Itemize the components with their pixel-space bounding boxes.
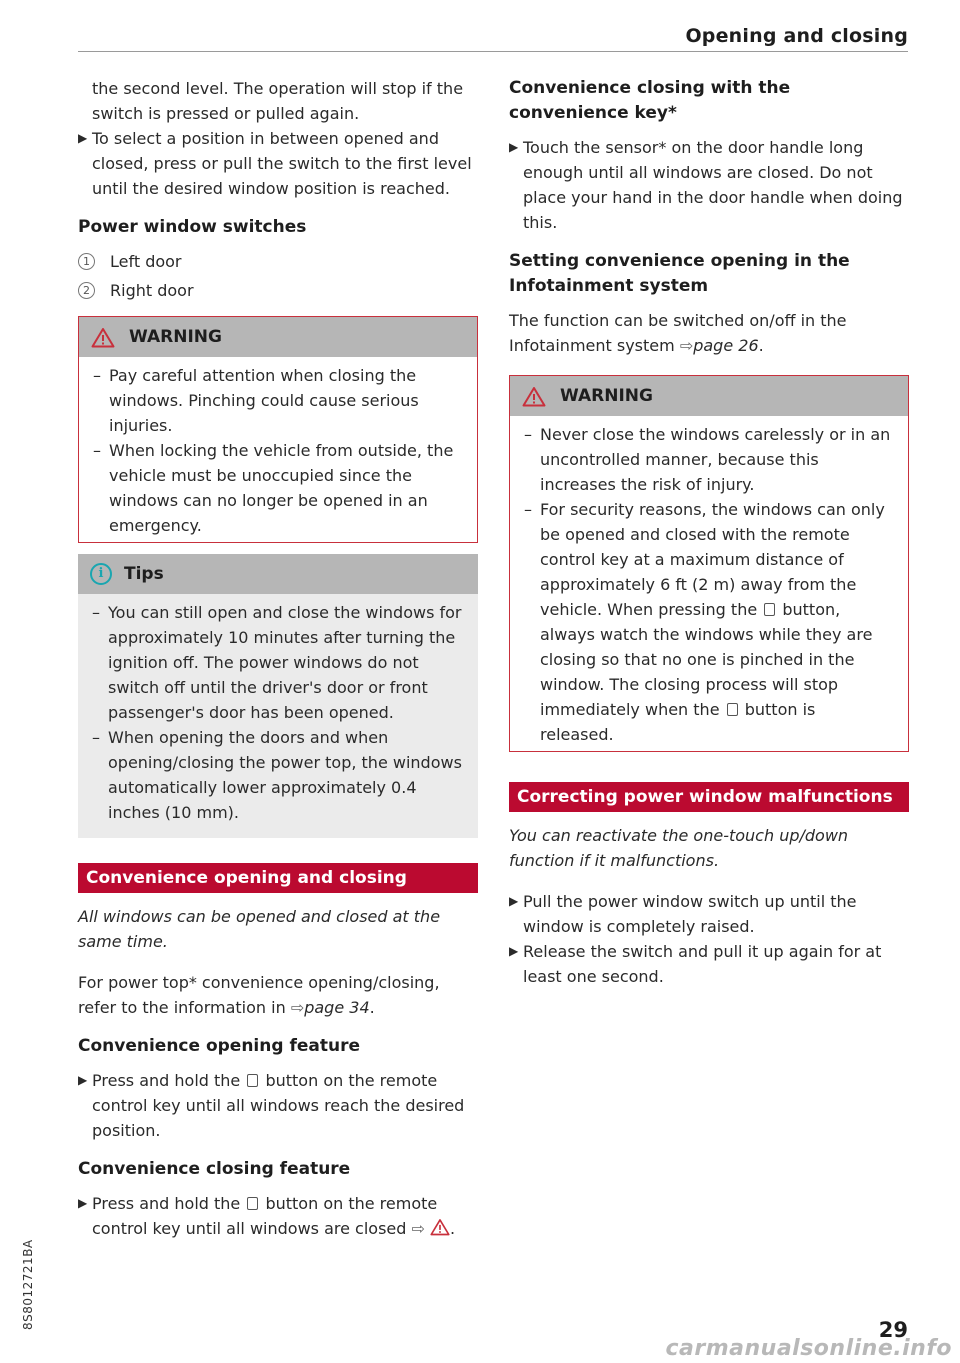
warning-title: WARNING — [129, 326, 222, 347]
page-number: 29 — [878, 1318, 908, 1342]
left-column — [78, 76, 478, 1241]
bullet-marker: ▶ — [509, 894, 519, 908]
opening-heading: Convenience opening feature — [78, 1036, 360, 1056]
arrow-right-icon: ⇨ — [290, 998, 305, 1017]
continued-text: the second level. The operation will stop if the switch is pressed or pulled again. — [92, 79, 464, 123]
list-item: ▶ Press and hold the button on the remote control key until all windows reach the desired position. — [78, 1068, 478, 1143]
key-button-icon — [727, 703, 738, 716]
list-item: – When opening the doors and when opening/closing the power top, the windows automatically lower approximately 0.4 inches (10 mm). — [92, 728, 462, 822]
tips-title: Tips — [124, 563, 164, 584]
bullet-marker: ▶ — [78, 1196, 88, 1210]
switch-item-left-door: 1 Left door — [78, 249, 478, 274]
warning-triangle-icon — [522, 386, 546, 407]
tips-body — [78, 594, 478, 838]
list-item: ▶ To select a position in between opened and closed, press or pull the switch to the first level until the desired window position is reached. — [78, 126, 478, 201]
bullet-marker: ▶ — [78, 1073, 88, 1087]
page-reference-link[interactable]: page 34 — [304, 998, 370, 1017]
infotainment-text: The function can be switched on/off in the Infotainment system ⇨page 26. — [509, 311, 847, 355]
closing-heading: Convenience closing feature — [78, 1159, 351, 1179]
list-item: ▶ Release the switch and pull it up again for at least one second. — [509, 939, 909, 989]
callout-number-icon: 2 — [78, 282, 95, 299]
list-item: ▶ Pull the power window switch up until the window is completely raised. — [509, 889, 909, 939]
warning-header — [79, 317, 477, 357]
section-intro: All windows can be opened and closed at the same time. — [78, 907, 441, 951]
arrow-right-icon: ⇨ — [411, 1219, 425, 1238]
info-icon: i — [90, 563, 112, 585]
list-item: – For security reasons, the windows can only be opened and closed with the remote control key at a maximum distance of approximately 6 ft (2 m) away from the vehicle. When pressing the button, always watch the windows while they are closing so that no one is pinched in the window. The closing process will stop immediately when the button is released. — [524, 500, 885, 744]
arrow-right-icon: ⇨ — [679, 336, 694, 355]
page-header-title: Opening and closing — [685, 25, 908, 47]
watermark: carmanualsonline.info — [665, 1336, 952, 1361]
list-item: – You can still open and close the windows for approximately 10 minutes after turning the ignition off. The power windows do not switch off until the driver's door or front passenger's door has been opened. — [92, 603, 462, 722]
section-intro: You can reactivate the one-touch up/down function if it malfunctions. — [509, 826, 849, 870]
document-code: 8S8012721BA — [21, 1239, 35, 1330]
warning-body — [79, 357, 477, 542]
bullet-marker: ▶ — [78, 131, 88, 145]
key-button-icon — [764, 603, 775, 616]
infotainment-heading: Setting convenience opening in the Infotainment system — [509, 251, 850, 296]
warning-body — [510, 416, 908, 751]
section-title-convenience: Convenience opening and closing — [78, 863, 478, 893]
callout-number-icon: 1 — [78, 253, 95, 270]
right-column — [509, 76, 909, 989]
warning-title: WARNING — [560, 385, 653, 406]
tips-header — [78, 554, 478, 594]
tips-box — [78, 554, 478, 838]
list-item: ▶ Press and hold the button on the remote control key until all windows are closed ⇨ . — [78, 1191, 478, 1241]
list-item: – When locking the vehicle from outside, the vehicle must be unoccupied since the windows can no longer be opened in an emergency. — [93, 441, 454, 535]
warning-box — [509, 375, 909, 752]
page-reference-link[interactable]: page 26 — [693, 336, 759, 355]
bullet-marker: ▶ — [509, 140, 519, 154]
powertop-text: For power top* convenience opening/closing, refer to the information in ⇨page 34. — [78, 973, 440, 1017]
switch-item-right-door: 2 Right door — [78, 278, 478, 303]
key-button-icon — [247, 1074, 258, 1087]
list-item: – Pay careful attention when closing the windows. Pinching could cause serious injuries. — [93, 366, 419, 435]
section-title-malfunctions: Correcting power window malfunctions — [509, 782, 909, 812]
list-item: ▶ Touch the sensor* on the door handle long enough until all windows are closed. Do not place your hand in the door handle when doing this. — [509, 135, 909, 235]
warning-triangle-icon — [91, 327, 115, 348]
list-item: – Never close the windows carelessly or in an uncontrolled manner, because this increases the risk of injury. — [524, 425, 891, 494]
key-button-icon — [247, 1197, 258, 1210]
warning-triangle-icon — [430, 1218, 450, 1236]
key-heading: Convenience closing with the convenience key* — [509, 78, 791, 123]
warning-header — [510, 376, 908, 416]
header-rule — [78, 51, 908, 52]
warning-box — [78, 316, 478, 543]
switches-heading: Power window switches — [78, 217, 307, 237]
bullet-marker: ▶ — [509, 944, 519, 958]
